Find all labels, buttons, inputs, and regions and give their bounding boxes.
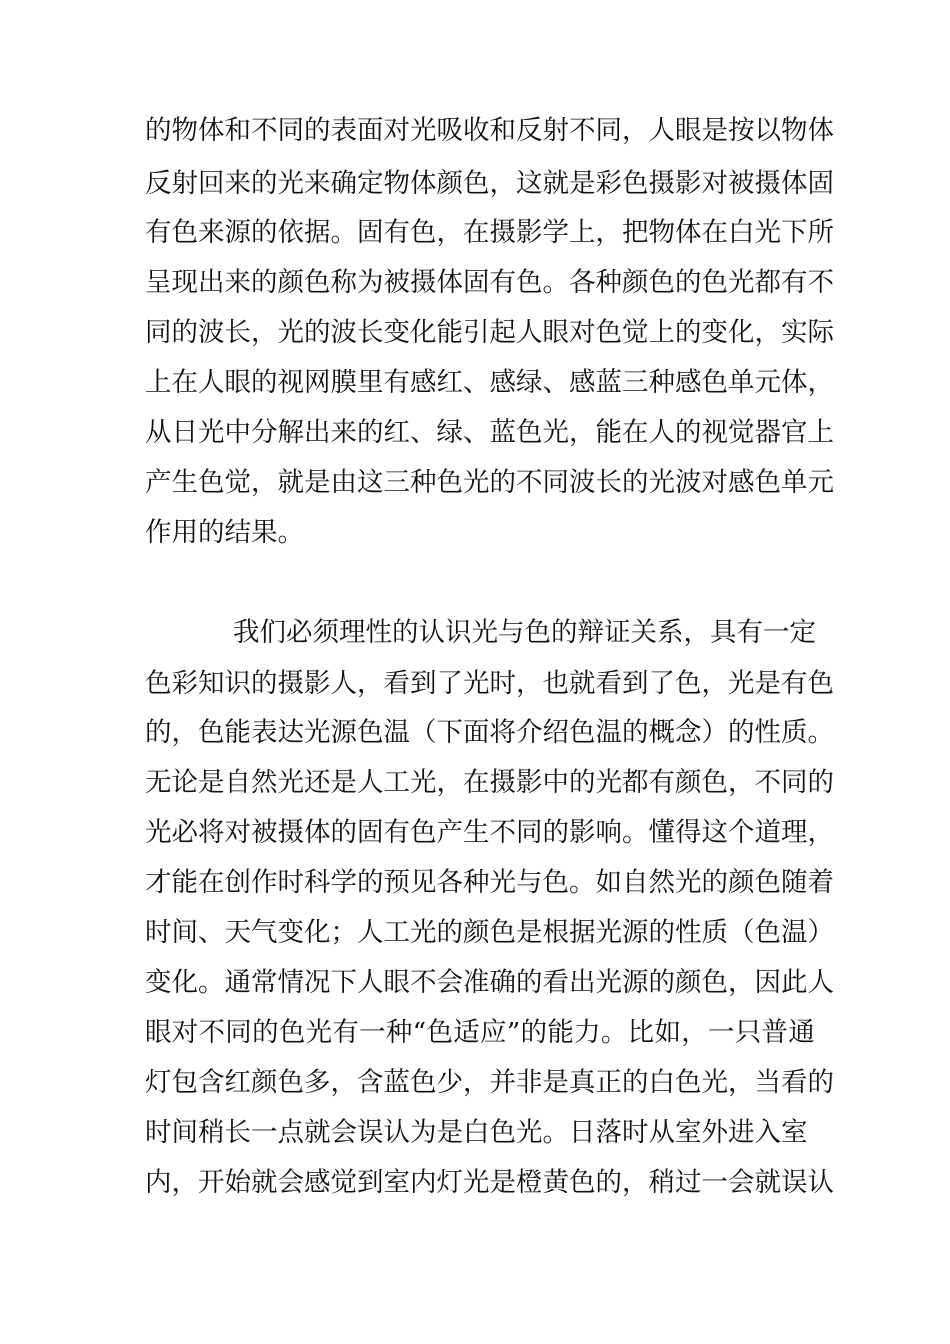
text-line: 作用的结果。: [145, 517, 304, 548]
text-line: 眼 对 不 同 的 色 光 有 一 种 “ 色 适 应 ” 的 能 力 。 比 如 ， 一 只 普 通: [145, 1017, 815, 1048]
text-line: 时 间 稍 长 一 点 就 会 误 认 为 是 白 色 光 。 日 落 时 从 室 外 进 入 室: [145, 1117, 808, 1148]
text-line: 无 论 是 自 然 光 还 是 人 工 光 ， 在 摄 影 中 的 光 都 有 颜 色 ， 不 同 的: [145, 767, 834, 798]
text-line: 内 ， 开 始 就 会 感 觉 到 室 内 灯 光 是 橙 黄 色 的 ， 稍 过 一 会 就 误 认: [145, 1167, 834, 1198]
text-line: 反 射 回 来 的 光 来 确 定 物 体 颜 色 ， 这 就 是 彩 色 摄 影 对 被 摄 体 固: [145, 168, 834, 199]
text-line: 才 能 在 创 作 时 科 学 的 预 见 各 种 光 与 色 。 如 自 然 光 的 颜 色 随 着: [145, 867, 834, 898]
text-line: 的 物 体 和 不 同 的 表 面 对 光 吸 收 和 反 射 不 同 ， 人 眼 是 按 以 物 体: [145, 115, 834, 146]
text-line: 呈 现 出 来 的 颜 色 称 为 被 摄 体 固 有 色 。 各 种 颜 色 的 色 光 都 有 不: [145, 267, 834, 298]
text-line: 的 ， 色 能 表 达 光 源 色 温 （ 下 面 将 介 绍 色 温 的 概 念 ） 的 性 质 。: [145, 717, 834, 748]
text-line-indented: 我 们 必 须 理 性 的 认 识 光 与 色 的 辩 证 关 系 ， 具 有 一 定: [233, 617, 816, 648]
text-line: 光 必 将 对 被 摄 体 的 固 有 色 产 生 不 同 的 影 响 。 懂 得 这 个 道 理 ，: [145, 817, 834, 848]
text-line: 灯 包 含 红 颜 色 多 ， 含 蓝 色 少 ， 并 非 是 真 正 的 白 色 光 ， 当 看 的: [145, 1067, 834, 1098]
text-line: 时 间 、 天 气 变 化 ； 人 工 光 的 颜 色 是 根 据 光 源 的 性 质 （ 色 温 ）: [145, 917, 834, 948]
text-line: 色 彩 知 识 的 摄 影 人 ， 看 到 了 光 时 ， 也 就 看 到 了 色 ， 光 是 有 色: [145, 668, 834, 699]
text-line: 从 日 光 中 分 解 出 来 的 红 、 绿 、 蓝 色 光 ， 能 在 人 的 视 觉 器 官 上: [145, 417, 834, 448]
text-line: 产 生 色 觉 ， 就 是 由 这 三 种 色 光 的 不 同 波 长 的 光 波 对 感 色 单 元: [145, 467, 834, 498]
text-line: 有 色 来 源 的 依 据 。 固 有 色 ， 在 摄 影 学 上 ， 把 物 体 在 白 光 下 所: [145, 217, 834, 248]
text-line: 变 化 。 通 常 情 况 下 人 眼 不 会 准 确 的 看 出 光 源 的 颜 色 ， 因 此 人: [145, 967, 834, 998]
text-line: 上 在 人 眼 的 视 网 膜 里 有 感 红 、 感 绿 、 感 蓝 三 种 感 色 单 元 体 ，: [145, 367, 834, 398]
text-line: 同 的 波 长 ， 光 的 波 长 变 化 能 引 起 人 眼 对 色 觉 上 的 变 化 ， 实 际: [145, 317, 834, 348]
